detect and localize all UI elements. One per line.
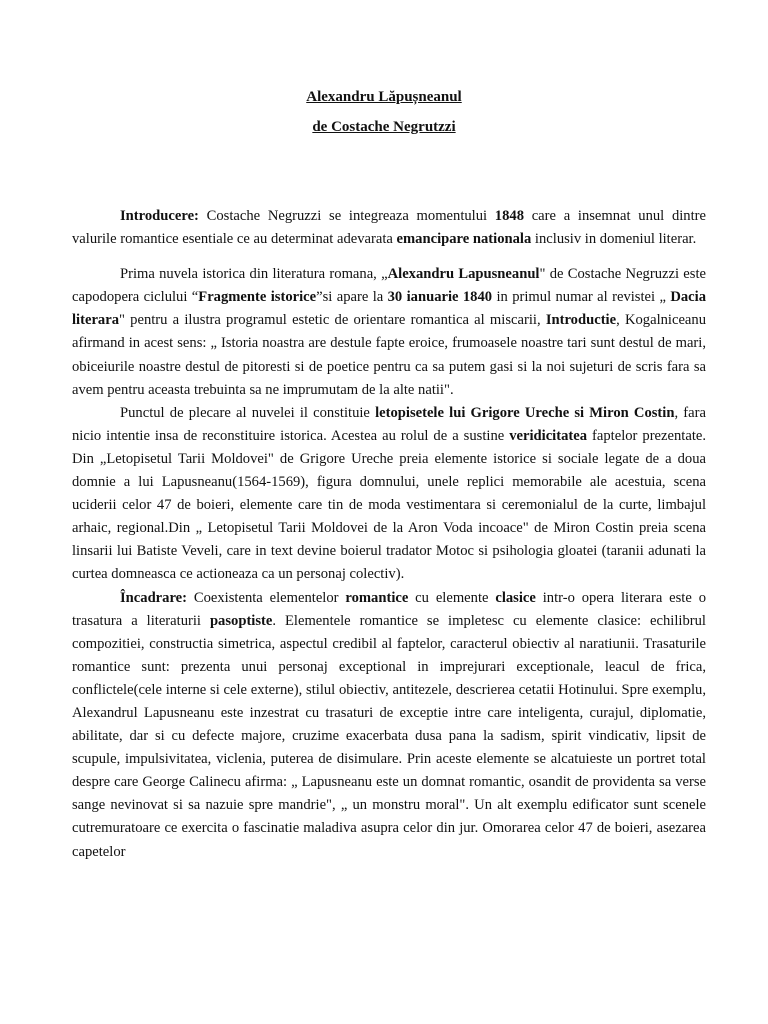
bold-text: emancipare nationala <box>396 231 532 248</box>
text-run: Coexistenta elementelor <box>187 589 346 606</box>
bold-text: Dacia literara <box>72 289 706 329</box>
text-run: care a insemnat unul dintre valurile romantice esentiale ce au determinat adevarata <box>72 208 706 248</box>
document-body <box>72 205 706 864</box>
text-run: inclusiv in domeniul literar. <box>531 231 697 248</box>
paragraph-intro <box>72 205 706 251</box>
bold-text: Alexandru Lapusneanul <box>387 266 540 283</box>
text-run: . Elementele romantice se impletesc cu elemente clasice: echilibrul compozitiei, constructia simetrica, aspectul credibil al faptelor, caracterul obiectiv al naratiunii. Trasaturile romantice sunt: prezenta unui personaj exceptional in imprejurari exceptionale, leacul de frica, conflictele(cele interne si cele externe), stilul obiectiv, antitezele, descrierea cetatii Hotinului. Spre exemplu, Alexandrul Lapusneanu este inzestrat cu trasaturi de exceptie intre care inteligenta, curajul, diplomatie, abilitate, dar si cu defecte majore, cruzime exacerbata dusa pana la sadism, spirit vindicativ, lipsit de scupule, impulsivitatea, viclenia, puterea de disimulare. Prin aceste elemente se alcatuieste un portret total despre care George Calinecu afirma: „ Lapusneanu este un domnat romantic, osandit de providenta sa verse sange nevinovat si sa nazuie spre mandrie", „ un monstru moral". Un alt exemplu edificator sunt scenele cutremuratoare ce exercita o fascinatie maladiva asupra celor din jur. Omorarea celor 47 de boieri, asezarea capetelor <box>72 612 706 860</box>
text-run: faptelor prezentate. Din „Letopisetul Tarii Moldovei" de Grigore Ureche preia elemente istorice si sociale legate de a doua domnie a lui Lapusneanu(1564-1569), figura domnului, unele replici memorabile ale acestuia, scena uciderii celor 47 de boieri, elemente care tin de moda vestimentara si ceremonialul de la curte, limbajul arhaic, regional.Din „ Letopisetul Tarii Moldovei de la Aron Voda incoace" de Miron Costin preia scena linsarii lui Batiste Veveli, care in text devine boierul tradator Motoc si psihologia gloatei (taranii adunati la curtea domneasca ce actioneaza ca un personaj colectiv). <box>72 427 706 583</box>
document-subtitle: de Costache Negrutzzi <box>312 119 456 135</box>
text-run: intr-o opera literara este o trasatura a literaturii <box>72 589 706 629</box>
bold-text: Fragmente istorice <box>198 289 317 306</box>
bold-text: Introducere: <box>120 208 199 224</box>
text-run: Costache Negruzzi se integreaza momentului <box>198 208 495 224</box>
text-run: " pentru a ilustra programul estetic de orientare romantica al miscarii, <box>119 312 546 329</box>
text-run: , Kogalniceanu afirmand in acest sens: „ Istoria noastra are destule fapte eroice, frumoasele noastre tari sunt destul de mari, obiceiurile noastre destul de pitoresti si de poetice pentru ca sa putem gasi si la noi sujeturi de scris fara sa avem pentru aceasta trebuinta sa ne imprumutam de la alte natii". <box>72 312 707 398</box>
document-title: Alexandru Lăpușneanul <box>306 89 462 105</box>
bold-text: letopisetele lui Grigore Ureche si Miron Costin <box>375 404 675 421</box>
text-run: , fara nicio intentie insa de reconstituire istorica. Acestea au rolul de a sustine <box>72 404 706 444</box>
text-run: Punctul de plecare al nuvelei il constituie <box>120 404 376 421</box>
bold-text: romantice <box>345 589 409 606</box>
bold-text: Încadrare: <box>120 589 188 606</box>
paragraph-sources <box>72 402 706 587</box>
bold-text: veridicitatea <box>509 427 588 444</box>
bold-text: 30 ianuarie 1840 <box>387 289 493 306</box>
bold-text: 1848 <box>494 208 524 224</box>
bold-text: clasice <box>495 589 536 606</box>
paragraph-first-novella <box>72 263 706 402</box>
text-run: ”si apare la <box>316 289 388 306</box>
text-run: cu elemente <box>408 589 496 606</box>
bold-text: pasoptiste <box>209 612 273 629</box>
text-run: " de Costache Negruzzi este capodopera ciclului “ <box>72 266 706 306</box>
bold-text: Introductie <box>545 312 617 329</box>
paragraph-framing <box>72 587 706 864</box>
text-run: in primul numar al revistei „ <box>492 289 671 306</box>
text-run: Prima nuvela istorica din literatura romana, „ <box>120 266 388 283</box>
